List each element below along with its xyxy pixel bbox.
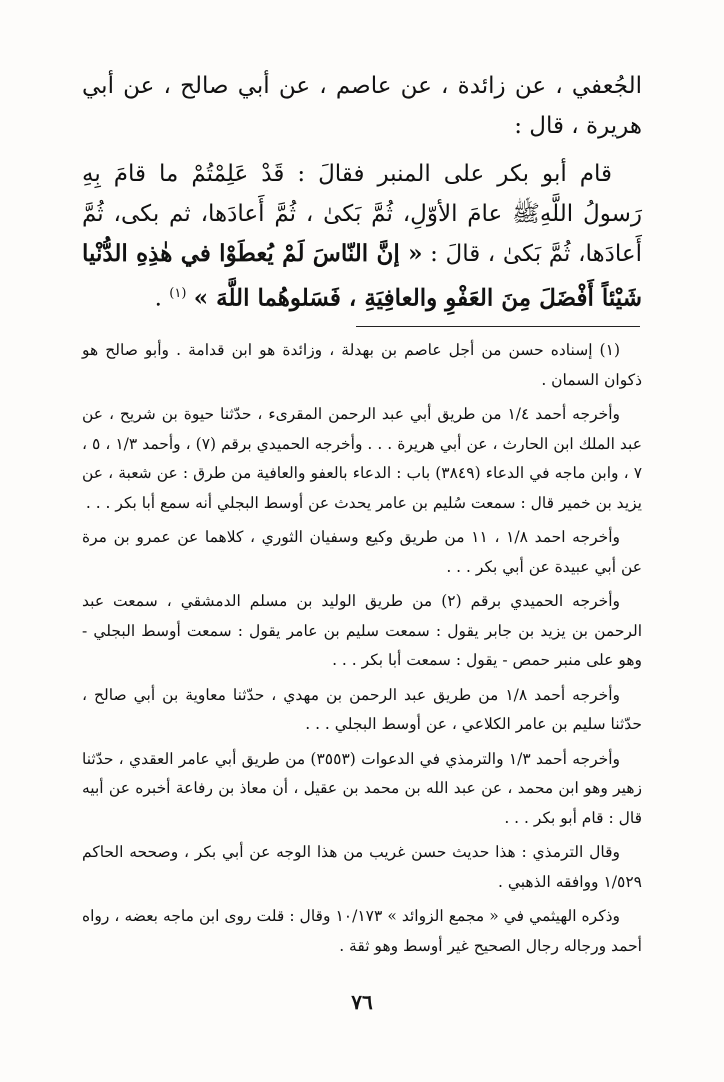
- paragraph-end-mark: .: [154, 285, 162, 312]
- main-paragraph-1: الجُعفي ، عن زائدة ، عن عاصم ، عن أبي صالح ، عن أبي هريرة ، قال :: [82, 73, 642, 139]
- footnote-separator: [356, 326, 640, 327]
- footnote-paragraph: وأخرجه احمد ١/٨ ، ١١ من طريق وكيع وسفيان الثوري ، كلاهما عن عمرو بن مرة عن أبي عبيدة عن أبي بكر . . .: [82, 528, 642, 576]
- hadith-intro: قام أبو بكر على المنبر فقالَ : قَدْ عَلِمْتُمْ ما قامَ بِهِ رَسولُ اللَّهِﷺ عامَ الأوّلِ، ثُمَّ بَكىٰ ، ثُمَّ أَعادَها، ثم بكى، ثُمَّ أَعادَها، ثُمَّ بَكىٰ ، قالَ :: [82, 161, 642, 267]
- footnote-paragraph: (١) إسناده حسن من أجل عاصم بن بهدلة ، وزائدة هو ابن قدامة . وأبو صالح هو ذكوان السمان .: [82, 341, 642, 389]
- footnote-reference: (١): [169, 286, 187, 301]
- main-text: [82, 66, 642, 319]
- footnote-paragraph: وأخرجه أحمد ١/٣ والترمذي في الدعوات (٣٥٥٣) من طريق أبي عامر العقدي ، حدّثنا زهير وهو ابن محمد ، عن عبد الله بن محمد بن عقيل ، أن معاذ بن رفاعة أخبره عن أبيه قال : قام أبو بكر . . .: [82, 749, 642, 827]
- footnote-paragraph: وأخرجه أحمد ١/٤ من طريق أبي عبد الرحمن المقرىء ، حدّثنا حيوة بن شريح ، عن عبد الملك ابن الحارث ، عن أبي هريرة . . . وأخرجه الحميدي برقم (٧) ، وأحمد ١/٣ ، ٥ ، ٧ ، وابن ماجه في الدعاء (٣٨٤٩) باب : الدعاء بالعفو والعافية من طرق : عن شعبة ، عن يزيد بن خمير قال : سمعت سُليم بن عامر يحدث عن أوسط البجلي أنه سمع أبا بكر . . .: [82, 405, 643, 512]
- footnote-paragraph: وأخرجه أحمد ١/٨ من طريق عبد الرحمن بن مهدي ، حدّثنا معاوية بن أبي صالح ، حدّثنا سليم بن عامر الكلاعي ، عن أوسط البجلي . . .: [82, 685, 642, 733]
- footnote-paragraph: وأخرجه الحميدي برقم (٢) من طريق الوليد بن مسلم الدمشقي ، سمعت عبد الرحمن بن يزيد بن جابر يقول : سمعت سليم بن عامر يقول : سمعت أوسط البجلي - وهو على منبر حمص - يقول : سمعت أبا بكر . . .: [82, 592, 642, 669]
- main-paragraph-2: [82, 154, 642, 319]
- page-number: ٧٦: [351, 990, 373, 1014]
- footnotes: [82, 336, 642, 966]
- footnote-paragraph: وقال الترمذي : هذا حديث حسن غريب من هذا الوجه عن أبي بكر ، وصححه الحاكم ١/٥٢٩ ووافقه الذهبي .: [82, 843, 642, 891]
- footnote-paragraph: وذكره الهيثمي في « مجمع الزوائد » ١٠/١٧٣ وقال : قلت روى ابن ماجه بعضه ، رواه أحمد ورجاله رجال الصحيح غير أوسط وهو ثقة .: [82, 907, 642, 955]
- hadith-quote: « إنَّ النّاسَ لَمْ يُعطَوْا في هٰذِهِ الدُّنْيا شَيْئاً أَفْضَلَ مِنَ العَفْوِ والعافِيَةِ ، فَسَلوهُما اللَّهَ »: [82, 240, 642, 312]
